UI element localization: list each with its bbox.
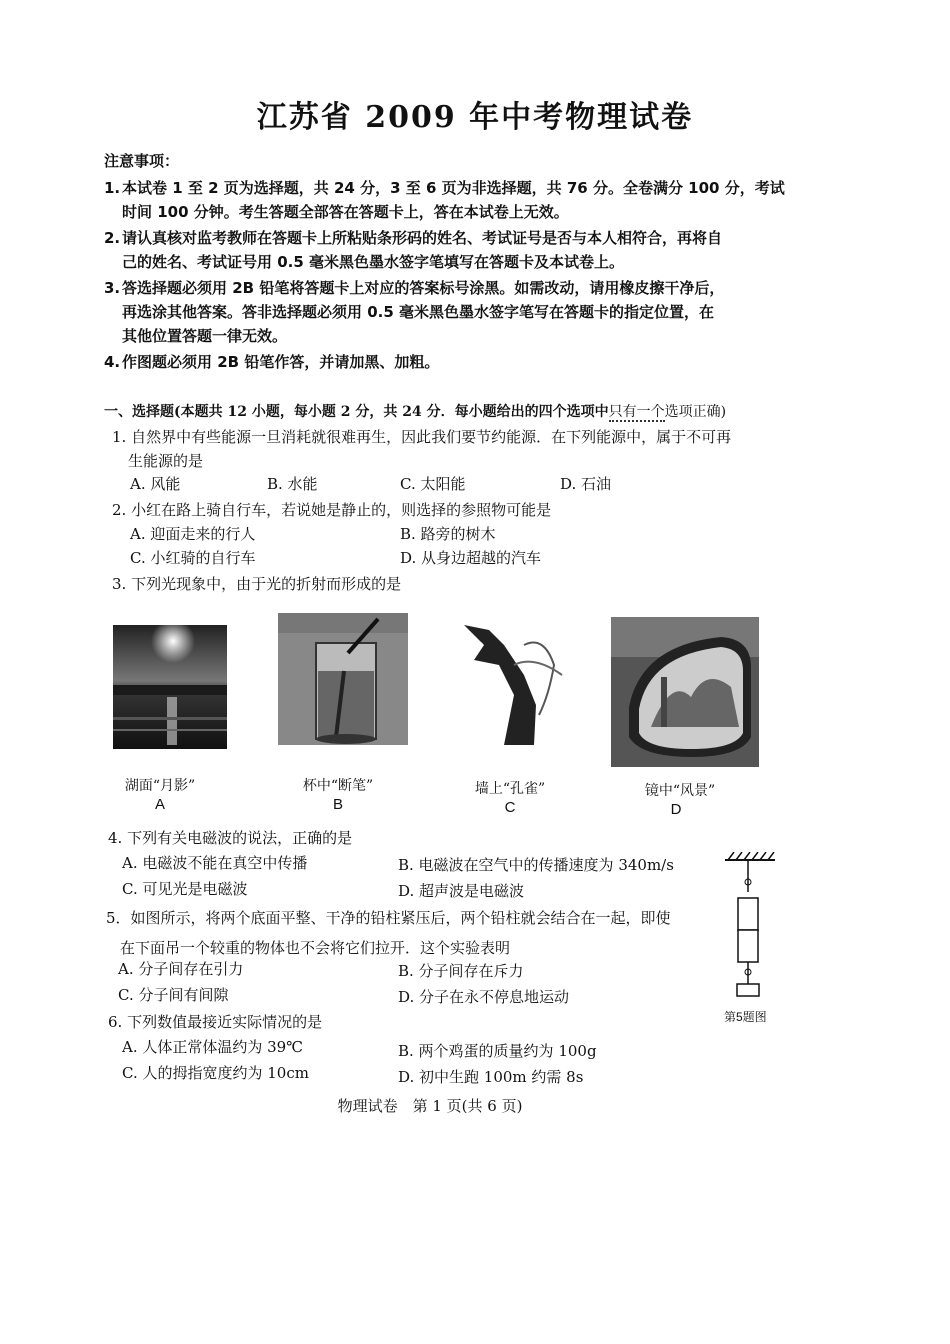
picture-c-letter: C — [504, 799, 516, 816]
q6-option-d: D. 初中生跑 100m 约需 8s — [398, 1068, 584, 1086]
q1-option-a: A. 风能 — [130, 475, 181, 493]
q2-option-a: A. 迎面走来的行人 — [130, 525, 256, 543]
section-heading: 一、选择题(本题共 12 小题，每小题 2 分，共 24 分．每小题给出的四个选项中只有一个选项正确) — [104, 404, 727, 420]
note-3: 3. 答选择题必须用 2B 铅笔将答题卡上对应的答案标号涂黑。如需改动，请用橡皮擦干净后， 再选涂其他答案。答非选择题必须用 0.5 毫米黑色墨水签字笔写在答题卡的指定位置，在 其他位置答题一律无效。 — [104, 279, 725, 345]
q2-option-b: B. 路旁的树木 — [400, 525, 496, 543]
q5-option-d: D. 分子在永不停息地运动 — [398, 988, 570, 1006]
question-3: 3. 下列光现象中，由于光的折射而形成的是 — [112, 575, 402, 593]
q1-option-c: C. 太阳能 — [400, 475, 466, 493]
hand-shadow-image — [444, 605, 574, 753]
figure-5-label: 第5题图 — [724, 1010, 767, 1024]
picture-d-letter: D — [670, 801, 682, 818]
q6-option-a: A. 人体正常体温约为 39℃ — [122, 1038, 304, 1056]
q4-option-b: B. 电磁波在空气中的传播速度为 340m/s — [398, 856, 674, 874]
page-title: 江苏省 2009 年中考物理试卷 — [256, 100, 694, 135]
note-2: 2. 请认真核对监考教师在答题卡上所粘贴条形码的姓名、考试证号是否与本人相符合，再将自 己的姓名、考试证号用 0.5 毫米黑色墨水签字笔填写在答题卡及本试卷上。 — [104, 229, 723, 271]
picture-a-letter: A — [154, 796, 165, 813]
question-5: 5．如图所示，将两个底面平整、干净的铅柱紧压后，两个铅柱就会结合在一起，即使 在下面吊一个较重的物体也不会将它们拉开．这个实验表明 — [106, 909, 671, 957]
q5-option-c: C. 分子间有间隙 — [118, 986, 229, 1004]
picture-b-letter: B — [332, 796, 343, 813]
picture-d-caption: 镜中“风景” — [644, 783, 716, 799]
question-6: 6. 下列数值最接近实际情况的是 — [108, 1013, 323, 1031]
car-mirror-image — [611, 617, 759, 767]
page-footer: 物理试卷 第 1 页(共 6 页) — [337, 1097, 523, 1115]
q2-option-c: C. 小红骑的自行车 — [130, 549, 256, 567]
q1-option-d: D. 石油 — [560, 475, 612, 493]
q6-option-b: B. 两个鸡蛋的质量约为 100g — [398, 1042, 597, 1060]
glass-pencil-image — [278, 613, 408, 745]
q4-option-c: C. 可见光是电磁波 — [122, 880, 248, 898]
lake-moon-image — [113, 625, 227, 749]
picture-c-caption: 墙上“孔雀” — [474, 781, 546, 797]
picture-a-caption: 湖面“月影” — [124, 778, 196, 794]
picture-b-caption: 杯中“断笔” — [302, 778, 374, 794]
question-2: 2. 小红在路上骑自行车，若说她是静止的，则选择的参照物可能是 — [112, 501, 552, 519]
note-4: 4. 作图题必须用 2B 铅笔作答，并请加黑、加粗。 — [104, 353, 440, 371]
question-1: 1. 自然界中有些能源一旦消耗就很难再生，因此我们要节约能源．在下列能源中，属于不可再 生能源的是 — [112, 428, 732, 470]
notes-heading: 注意事项： — [104, 152, 180, 170]
q4-option-a: A. 电磁波不能在真空中传播 — [122, 854, 308, 872]
q4-option-d: D. 超声波是电磁波 — [398, 882, 525, 900]
q5-option-a: A. 分子间存在引力 — [118, 960, 244, 978]
note-1: 1. 本试卷 1 至 2 页为选择题，共 24 分，3 至 6 页为非选择题，共 76 分。全卷满分 100 分，考试 时间 100 分钟。考生答题全部答在答题卡上，答在本试卷上无效。 — [104, 179, 785, 221]
q2-option-d: D. 从身边超越的汽车 — [400, 549, 542, 567]
q6-option-c: C. 人的拇指宽度约为 10cm — [122, 1064, 309, 1082]
lead-cylinders-diagram — [720, 852, 780, 1002]
question-4: 4. 下列有关电磁波的说法，正确的是 — [108, 829, 353, 847]
q1-option-b: B. 水能 — [267, 475, 318, 493]
q5-option-b: B. 分子间存在斥力 — [398, 962, 524, 980]
